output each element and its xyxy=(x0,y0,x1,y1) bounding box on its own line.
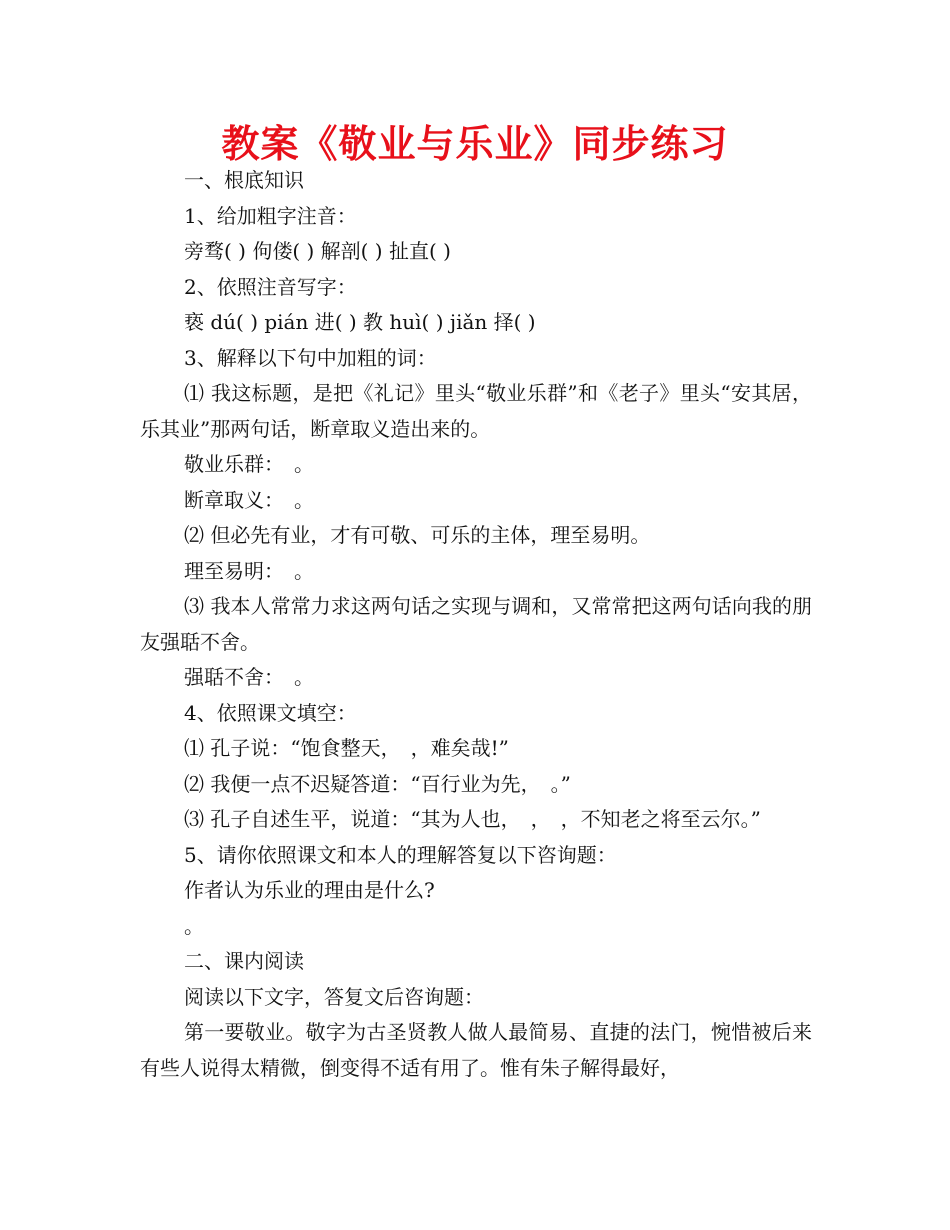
answer-line-jingye-lequn: 敬业乐群： 。 xyxy=(184,452,314,476)
question-2-items: 亵 dú( ) pián 进( ) 教 huì( ) jiǎn 择( ) xyxy=(184,310,536,334)
question-1-items: 旁骛( ) 佝偻( ) 解剖( ) 扯直( ) xyxy=(184,239,451,263)
section-heading-basics: 一、根底知识 xyxy=(184,168,304,192)
question-3-sentence-2: ⑵ 但必先有业，才有可敬、可乐的主体，理至易明。 xyxy=(184,523,651,547)
answer-line-qiangguo-bushe: 强聒不舍： 。 xyxy=(184,665,314,689)
question-5-prompt: 5、请你依照课文和本人的理解答复以下咨询题： xyxy=(184,842,617,867)
document-body xyxy=(140,163,812,1086)
question-2-prompt: 2、依照注音写字： xyxy=(184,274,357,299)
reading-passage: 第一要敬业。敬字为古圣贤教人做人最简易、直捷的法门，惋惜被后来有些人说得太精微，倒变得不适有用了。惟有朱子解得最好， xyxy=(140,1020,812,1080)
question-3-sentence-3: ⑶ 我本人常常力求这两句话之实现与调和，又常常把这两句话向我的朋友强聒不舍。 xyxy=(140,594,812,654)
section-heading-reading: 二、课内阅读 xyxy=(184,949,304,973)
answer-line-lizhi-yiming: 理至易明： 。 xyxy=(184,558,314,583)
question-5-answer-line: 。 xyxy=(184,913,204,938)
question-3-prompt: 3、解释以下句中加粗的词： xyxy=(184,345,437,370)
question-4-item-1: ⑴ 孔子说：“饱食整天， ，难矣哉!” xyxy=(184,736,509,760)
question-5-question: 作者认为乐业的理由是什么? xyxy=(184,878,435,902)
question-1-prompt: 1、给加粗字注音： xyxy=(184,203,357,228)
question-4-item-3: ⑶ 孔子自述生平，说道：“其为人也， ， ，不知老之将至云尔。” xyxy=(184,807,761,831)
question-4-prompt: 4、依照课文填空： xyxy=(184,700,357,725)
reading-instruction: 阅读以下文字，答复文后咨询题： xyxy=(184,984,484,1009)
question-3-sentence-1: ⑴ 我这标题，是把《礼记》里头“敬业乐群”和《老子》里头“安其居，乐其业”那两句话，断章取义造出来的。 xyxy=(140,381,812,441)
document-title: 教案《敬业与乐业》同步练习 xyxy=(221,122,729,166)
answer-line-duanzhang-quyi: 断章取义： 。 xyxy=(184,487,314,512)
question-4-item-2: ⑵ 我便一点不迟疑答道：“百行业为先， 。” xyxy=(184,771,571,796)
